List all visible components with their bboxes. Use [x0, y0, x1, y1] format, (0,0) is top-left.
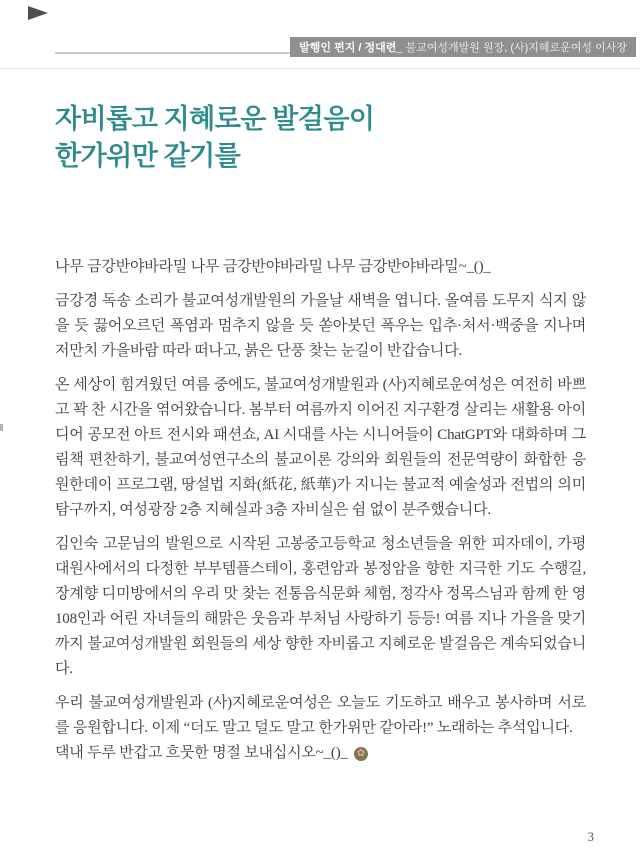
- header-author-title: _ 불교여성개발원 원장, (사)지혜로운여성 이사장: [396, 42, 627, 54]
- page-title: [55, 101, 374, 175]
- paragraph: 나무 금강반야바라밀 나무 금강반야바라밀 나무 금강반야바라밀~_()_: [55, 259, 491, 275]
- page-number: 3: [587, 829, 594, 844]
- header-subrule: [0, 68, 640, 69]
- paragraph: 김인숙 고문님의 발원으로 시작된 고봉중고등학교 청소년들을 위한 피자데이, 가평 대원사에서의 다정한 부부템플스테이, 홍련암과 봉정암을 향한 지극한 기도 수행길, 장계향 디미방에서의 우리 맛 찾는 전통음식문화 체험, 정각사 정목스님과 함께 한 영108인과 어린 자녀들의 해맑은 웃음과 부처님 사랑하기 등등! 여름 지나 가을을 맞기까지 불교여성개발원 회원들의 세상 향한 자비롭고 지혜로운 발걸음은 계속되었습니다.: [55, 536, 586, 677]
- closing-line: [55, 741, 586, 766]
- paragraph: 금강경 독송 소리가 불교여성개발원의 가을날 새벽을 엽니다. 올여름 도무지 식지 않을 듯 끓어오르던 폭염과 멈추지 않을 듯 쏟아붓던 폭우는 입추·처서·백중을 지나며 저만치 가을바람 따라 떠나고, 붉은 단풍 찾는 눈길이 반갑습니다.: [55, 293, 586, 359]
- header-section-label: 발행인 편지 / 정대련: [299, 42, 397, 54]
- header-bar: [290, 37, 636, 57]
- corner-fold-icon: [28, 6, 48, 20]
- title-line-2: 한가위만 같기를: [55, 141, 241, 171]
- paragraph: 온 세상이 힘겨웠던 여름 중에도, 불교여성개발원과 (사)지혜로운여성은 여전히 바쁘고 꽉 찬 시간을 엮어왔습니다. 봄부터 여름까지 이어진 지구환경 살리는 새활용 아이디어 공모전 아트 전시와 패션쇼, AI 시대를 사는 시니어들이 ChatGPT와 대화하며 그림책 편찬하기, 불교여성연구소의 불교이론 강의와 회원들의 전문역량이 화합한 응원한데이 프로그램, 땅설법 지화(紙花, 紙華)가 지니는 불교적 예술성과 전법의 의미 탐구까지, 여성광장 2층 지혜실과 3층 자비실은 쉼 없이 분주했습니다.: [55, 377, 586, 518]
- lotus-seal-icon: ✿: [354, 747, 368, 761]
- header-rule: [55, 52, 291, 54]
- body-text: [55, 255, 586, 766]
- closing-text: 댁내 두루 반갑고 흐뭇한 명절 보내십시오~_()_: [55, 745, 348, 761]
- title-line-1: 자비롭고 지혜로운 발걸음이: [55, 104, 375, 134]
- left-edge-mark: [0, 424, 3, 431]
- paragraph: 우리 불교여성개발원과 (사)지혜로운여성은 오늘도 기도하고 배우고 봉사하며 서로를 응원합니다. 이제 “더도 말고 덜도 말고 한가위만 같아라!” 노래하는 추석입니다.: [55, 695, 586, 736]
